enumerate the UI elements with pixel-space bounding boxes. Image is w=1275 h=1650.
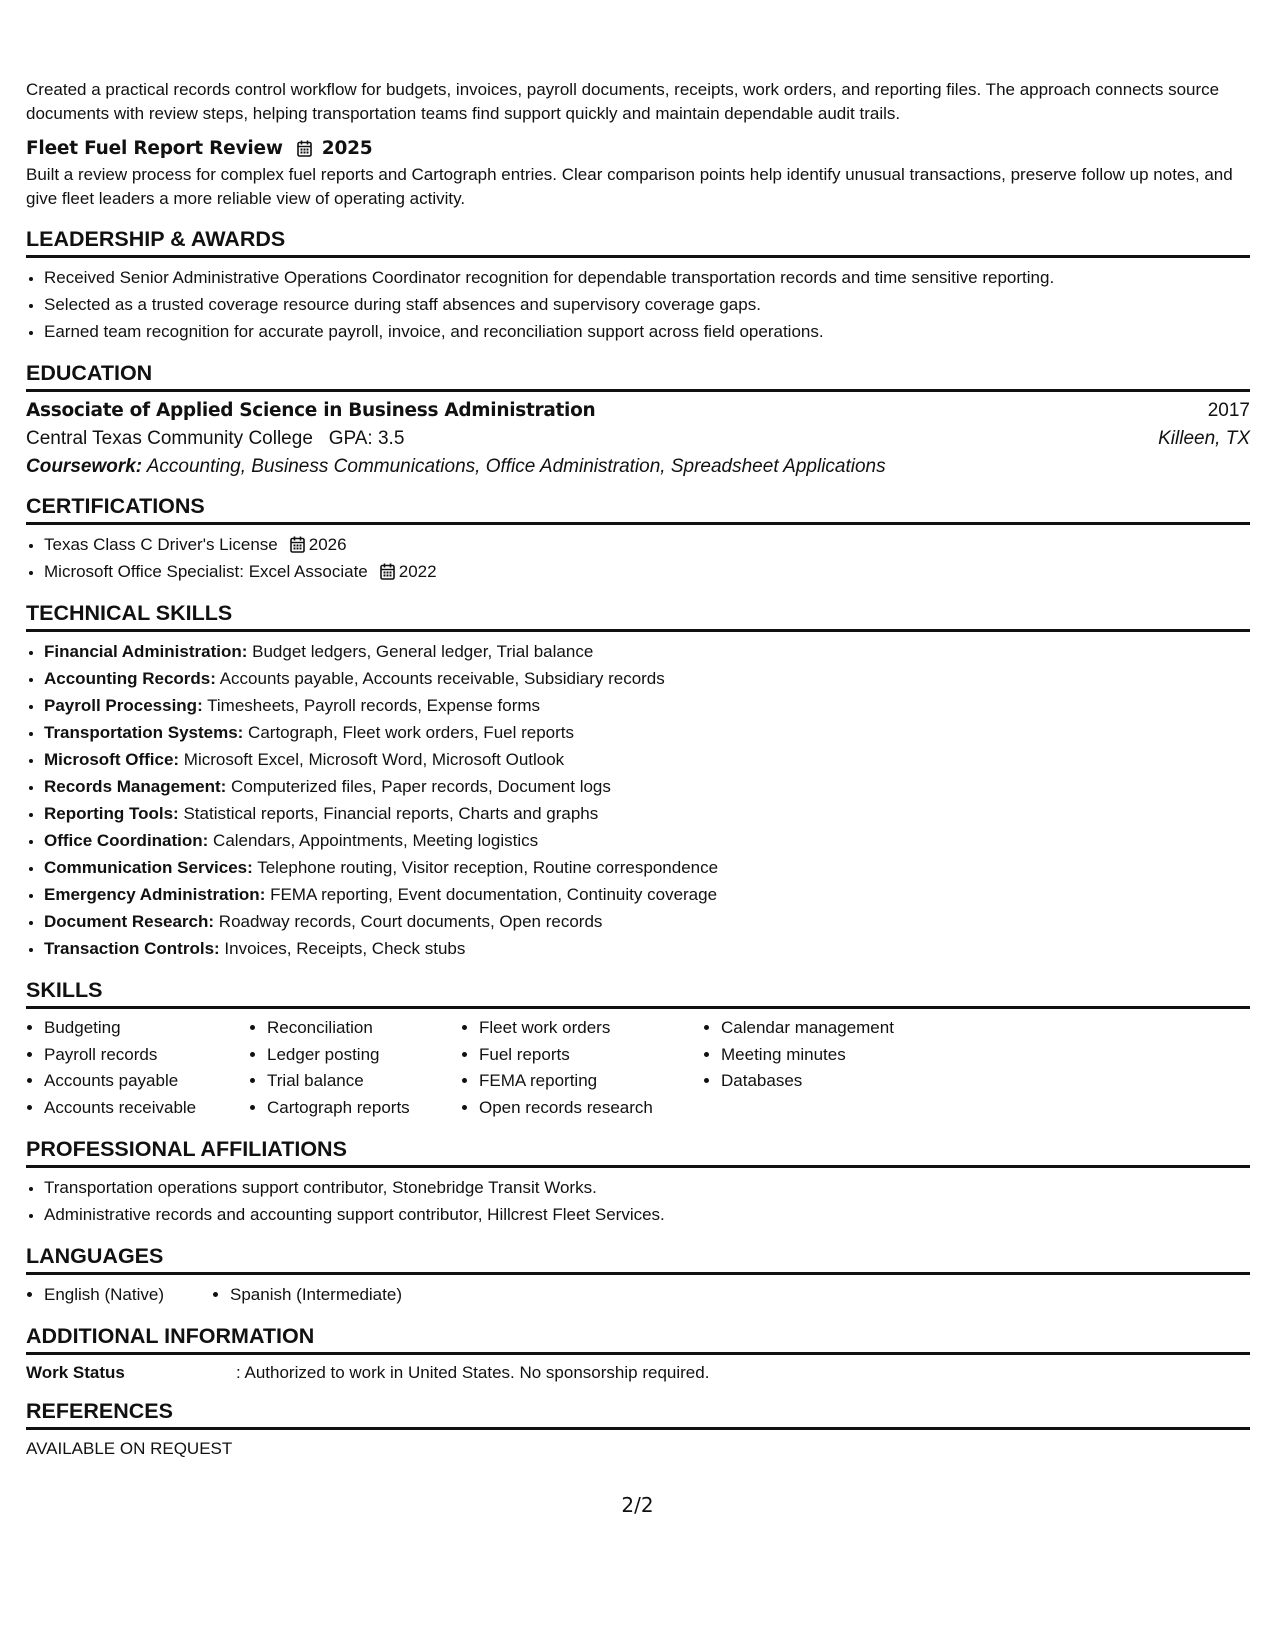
cert-name: • Microsoft Office Specialist: Excel Associate — [44, 562, 368, 581]
list-item — [44, 719, 1250, 746]
skills-section — [26, 978, 1250, 1121]
list-item — [44, 638, 1250, 665]
skill-category: Financial Administration: — [44, 642, 248, 661]
skills-column — [249, 1015, 461, 1121]
project-description: Built a review process for complex fuel reports and Cartograph entries. Clear comparison points help identify unusual transactions, preserve follow up notes, and give fleet leaders a more reliable view of operating activity. — [26, 165, 1233, 208]
list-item: • Spanish (Intermediate) — [230, 1281, 402, 1308]
languages-row — [26, 1281, 1250, 1308]
project-title: Fleet Fuel Report Review — [26, 138, 283, 159]
affiliations-section — [26, 1137, 1250, 1228]
list-item — [44, 800, 1250, 827]
skill-values: Telephone routing, Visitor reception, Routine correspondence — [252, 858, 719, 877]
project-year: 2025 — [321, 138, 373, 159]
list-item: • Accounts payable — [44, 1068, 249, 1095]
language-column — [212, 1281, 402, 1308]
list-item: • Meeting minutes — [721, 1042, 981, 1069]
section-heading: SKILLS — [26, 978, 1250, 1009]
list-item — [44, 935, 1250, 962]
skills-grid — [26, 1015, 1250, 1121]
list-item — [44, 854, 1250, 881]
section-heading: ADDITIONAL INFORMATION — [26, 1324, 1250, 1355]
education-section — [26, 361, 1250, 478]
skill-values: Cartograph, Fleet work orders, Fuel reports — [243, 723, 575, 742]
skill-values: Computerized files, Paper records, Document logs — [226, 777, 611, 796]
calendar-icon — [380, 563, 395, 580]
education-school-row — [26, 428, 1250, 450]
list-item: • Received Senior Administrative Operations Coordinator recognition for dependable transportation records and time sensitive reporting. — [44, 264, 1250, 291]
list-item — [44, 692, 1250, 719]
list-item — [44, 827, 1250, 854]
list-item: • Open records research — [479, 1095, 703, 1122]
section-heading: PROFESSIONAL AFFILIATIONS — [26, 1137, 1250, 1168]
list-item: • Earned team recognition for accurate payroll, invoice, and reconciliation support across field operations. — [44, 318, 1250, 345]
school-name: Central Texas Community College GPA: 3.5 — [26, 428, 405, 449]
list-item — [44, 908, 1250, 935]
skill-values: Roadway records, Court documents, Open records — [214, 912, 603, 931]
references-section — [26, 1399, 1250, 1459]
list-item: • Reconciliation — [267, 1015, 461, 1042]
list-item: • Ledger posting — [267, 1042, 461, 1069]
project-description: Created a practical records control workflow for budgets, invoices, payroll documents, receipts, work orders, and reporting files. The approach connects source documents with review steps, helping transportation teams find support quickly and maintain dependable audit trails. — [26, 80, 1220, 123]
skill-category: Transportation Systems: — [44, 723, 244, 742]
technical-skills-list — [26, 638, 1250, 962]
skill-values: Budget ledgers, General ledger, Trial balance — [247, 642, 594, 661]
skills-column — [703, 1015, 981, 1121]
list-item: • Accounts receivable — [44, 1095, 249, 1122]
list-item: • Administrative records and accounting support contributor, Hillcrest Fleet Services. — [44, 1201, 1250, 1228]
page-number: 2/2 — [621, 1493, 654, 1517]
list-item: • Transportation operations support contributor, Stonebridge Transit Works. — [44, 1174, 1250, 1201]
cert-year: 2022 — [398, 562, 437, 581]
list-item — [44, 665, 1250, 692]
skill-values: Calendars, Appointments, Meeting logistics — [208, 831, 539, 850]
skill-values: Microsoft Excel, Microsoft Word, Microsoft Outlook — [179, 750, 565, 769]
language-column — [26, 1281, 212, 1308]
list-item: • Fleet work orders — [479, 1015, 703, 1042]
list-item: • Selected as a trusted coverage resource during staff absences and supervisory coverage gaps. — [44, 291, 1250, 318]
list-item: • Trial balance — [267, 1068, 461, 1095]
technical-skills-section — [26, 601, 1250, 962]
resume-page — [26, 78, 1250, 1459]
skill-category: Records Management: — [44, 777, 227, 796]
project-title-row — [26, 138, 1250, 159]
skill-values: Timesheets, Payroll records, Expense forms — [202, 696, 541, 715]
list-item: • FEMA reporting — [479, 1068, 703, 1095]
list-item: • English (Native) — [44, 1281, 212, 1308]
coursework-label: Coursework: — [26, 456, 143, 477]
skill-category: Emergency Administration: — [44, 885, 266, 904]
skill-values: FEMA reporting, Event documentation, Continuity coverage — [265, 885, 718, 904]
skill-category: Document Research: — [44, 912, 215, 931]
list-item: • Databases — [721, 1068, 981, 1095]
skills-column — [26, 1015, 249, 1121]
section-heading: LEADERSHIP & AWARDS — [26, 227, 1250, 258]
section-heading: CERTIFICATIONS — [26, 494, 1250, 525]
skills-column — [461, 1015, 703, 1121]
leadership-section — [26, 227, 1250, 345]
education-degree-row — [26, 400, 1250, 422]
certifications-section — [26, 494, 1250, 585]
skill-category: Accounting Records: — [44, 669, 216, 688]
list-item — [44, 558, 1250, 585]
section-heading: REFERENCES — [26, 1399, 1250, 1430]
list-item — [44, 773, 1250, 800]
graduation-year: 2017 — [1207, 400, 1250, 421]
degree-title: Associate of Applied Science in Business Administration — [26, 400, 596, 421]
list-item — [44, 746, 1250, 773]
list-item — [44, 531, 1250, 558]
skill-values: Invoices, Receipts, Check stubs — [219, 939, 466, 958]
skill-category: Payroll Processing: — [44, 696, 203, 715]
coursework-list: Accounting, Business Communications, Office Administration, Spreadsheet Applications — [142, 456, 886, 477]
school-location: Killeen, TX — [1158, 428, 1250, 449]
list-item: • Cartograph reports — [267, 1095, 461, 1122]
work-status-value: : Authorized to work in United States. No sponsorship required. — [236, 1363, 710, 1382]
work-status-row — [26, 1363, 1250, 1383]
skill-category: Transaction Controls: — [44, 939, 220, 958]
skill-category: Microsoft Office: — [44, 750, 180, 769]
coursework — [26, 456, 1250, 478]
calendar-icon — [297, 140, 312, 157]
skill-values: Accounts payable, Accounts receivable, Subsidiary records — [215, 669, 665, 688]
calendar-icon — [290, 536, 305, 553]
section-heading: TECHNICAL SKILLS — [26, 601, 1250, 632]
list-item: • Payroll records — [44, 1042, 249, 1069]
skill-values: Statistical reports, Financial reports, Charts and graphs — [178, 804, 599, 823]
skill-category: Communication Services: — [44, 858, 253, 877]
list-item: • Budgeting — [44, 1015, 249, 1042]
skill-category: Reporting Tools: — [44, 804, 179, 823]
cert-year: 2026 — [308, 535, 347, 554]
references-text: AVAILABLE ON REQUEST — [26, 1439, 233, 1458]
cert-name: • Texas Class C Driver's License — [44, 535, 278, 554]
certifications-list — [26, 531, 1250, 585]
additional-info-section — [26, 1324, 1250, 1383]
list-item — [44, 881, 1250, 908]
leadership-list — [26, 264, 1250, 345]
section-heading: LANGUAGES — [26, 1244, 1250, 1275]
languages-section — [26, 1244, 1250, 1308]
work-status-label: Work Status — [26, 1363, 125, 1382]
list-item: • Calendar management — [721, 1015, 981, 1042]
list-item: • Fuel reports — [479, 1042, 703, 1069]
affiliations-list — [26, 1174, 1250, 1228]
skill-category: Office Coordination: — [44, 831, 209, 850]
section-heading: EDUCATION — [26, 361, 1250, 392]
